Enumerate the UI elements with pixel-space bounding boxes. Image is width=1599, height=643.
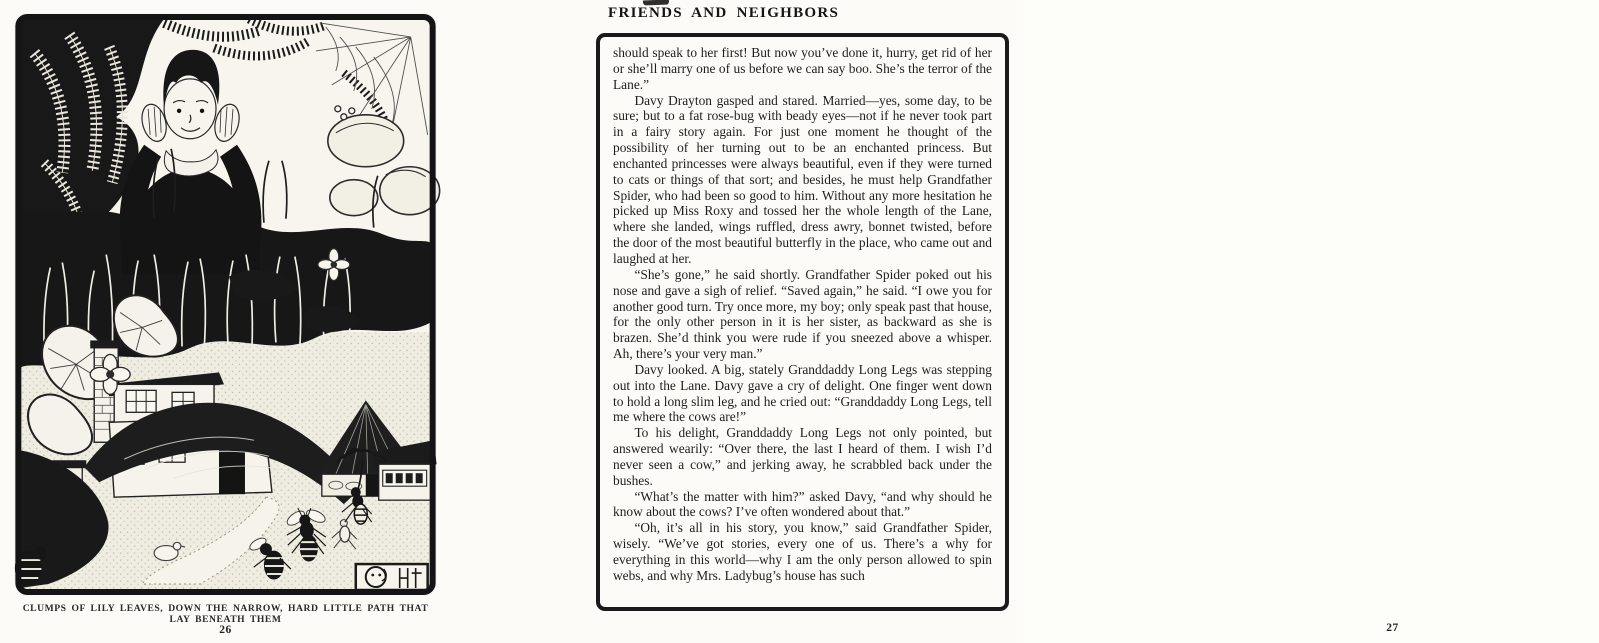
- paragraph: “Oh, it’s all in his story, you know,” said Grandfather Spider, wisely. “We’ve got stories, every one of us. There’s a why for everything in this world—why I am the only person allowed to spin webs, and why Mrs. Ladybug’s house has such: [613, 520, 992, 583]
- paragraph: Davy Drayton gasped and stared. Married—yes, some day, to be sure; but to a fat rose-bug with beady eyes—not if he never took part in a fairy story again. For just one moment he thought of the possibility of her turning out to be an enchanted princess. But enchanted princesses were always beautiful, even if they were turned to cats or things of that sort; and besides, he must help Grandfather Spider, who had been so good to him. Without any more hesitation he picked up Miss Roxy and tossed her the whole length of the Lane, where she landed, wings ruffled, dress awry, bonnet twisted, before the door of the most beautiful butterfly in the place, who came out and laughed at her.: [613, 92, 992, 266]
- paragraph: “She’s gone,” he said shortly. Grandfather Spider poked out his nose and gave a sigh of relief. “Saved again,” he said. “I owe you for another good turn. Try once more, my boy; only speak past that house, for the only other person in it is her sister, as backward as she is brazen. She’d think you were rude if you sneezed above a whisper. Ah, there’s your very man.”: [613, 266, 992, 362]
- illustration-caption: CLUMPS OF LILY LEAVES, DOWN THE NARROW, HARD LITTLE PATH THAT LAY BENEATH THEM: [22, 603, 429, 625]
- right-page: [590, 0, 1399, 643]
- paragraph: should speak to her first! But now you’ve done it, hurry, get rid of her or she’ll marry one of us before we can say boo. She’s the terror of the Lane.”: [613, 45, 992, 92]
- paragraph: Davy looked. A big, stately Granddaddy Long Legs was stepping out into the Lane. Davy gave a cry of delight. One finger went down to hold a long slim leg, and he cried out: “Granddaddy Long Legs, tell me where the cows are!”: [613, 361, 992, 425]
- paragraph: “What’s the matter with him?” asked Davy, “and why should he know about the cows? I’ve often wondered about that.”: [613, 488, 992, 520]
- artist-monogram: [356, 564, 428, 590]
- illustration: [14, 13, 437, 596]
- running-header: FRIENDS AND NEIGHBORS: [608, 5, 840, 21]
- left-page: [0, 0, 590, 643]
- page-number-left: 26: [219, 624, 232, 636]
- paragraph: To his delight, Granddaddy Long Legs not only pointed, but answered wearily: “Over there, the last I heard of them. I wish I’d never seen a cow,” and jerking away, he scrabbled back under the bushes.: [613, 425, 992, 488]
- text-frame: [596, 33, 1009, 611]
- page-number-right: 27: [1386, 622, 1399, 634]
- illustration-figure: [14, 13, 437, 625]
